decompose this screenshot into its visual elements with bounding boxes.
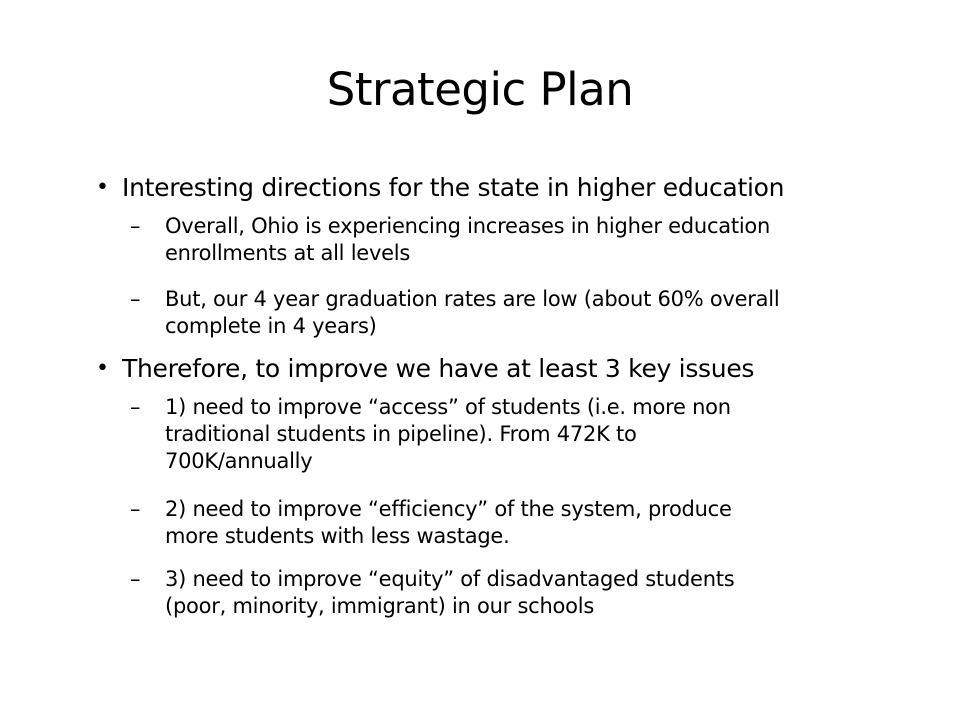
sub-bullet-marker: – <box>130 287 141 311</box>
bullet-marker: • <box>96 175 109 200</box>
sub-bullet-line: 700K/annually <box>165 449 313 473</box>
bullet-marker: • <box>96 356 109 381</box>
sub-bullet-line: But, our 4 year graduation rates are low (about 60% overall <box>165 287 780 311</box>
sub-bullet-text <box>165 394 910 475</box>
sub-bullet-marker: – <box>130 395 141 419</box>
sub-bullet-line: 2) need to improve “efficiency” of the system, produce <box>165 497 732 521</box>
sub-bullet-line: Overall, Ohio is experiencing increases in higher education <box>165 214 771 238</box>
sub-bullet-text <box>165 286 910 340</box>
sub-bullet-line: complete in 4 years) <box>165 314 377 338</box>
slide-title: Strategic Plan <box>326 63 634 116</box>
sub-bullet-line: 3) need to improve “equity” of disadvantaged students <box>165 567 735 591</box>
sub-bullet-line: (poor, minority, immigrant) in our schools <box>165 594 595 618</box>
sub-bullet-marker: – <box>130 214 141 238</box>
sub-bullet-line: traditional students in pipeline). From 472K to <box>165 422 637 446</box>
sub-bullet-line: enrollments at all levels <box>165 241 411 265</box>
sub-bullet-text <box>165 496 910 550</box>
sub-bullet-line: 1) need to improve “access” of students (i.e. more non <box>165 395 731 419</box>
sub-bullet-marker: – <box>130 497 141 521</box>
sub-bullet-text <box>165 566 910 620</box>
sub-bullet-line: more students with less wastage. <box>165 524 510 548</box>
sub-bullet-text <box>165 213 910 267</box>
sub-bullet-marker: – <box>130 567 141 591</box>
bullet-text: Therefore, to improve we have at least 3 key issues <box>122 354 755 383</box>
bullet-text: Interesting directions for the state in higher education <box>122 173 785 202</box>
